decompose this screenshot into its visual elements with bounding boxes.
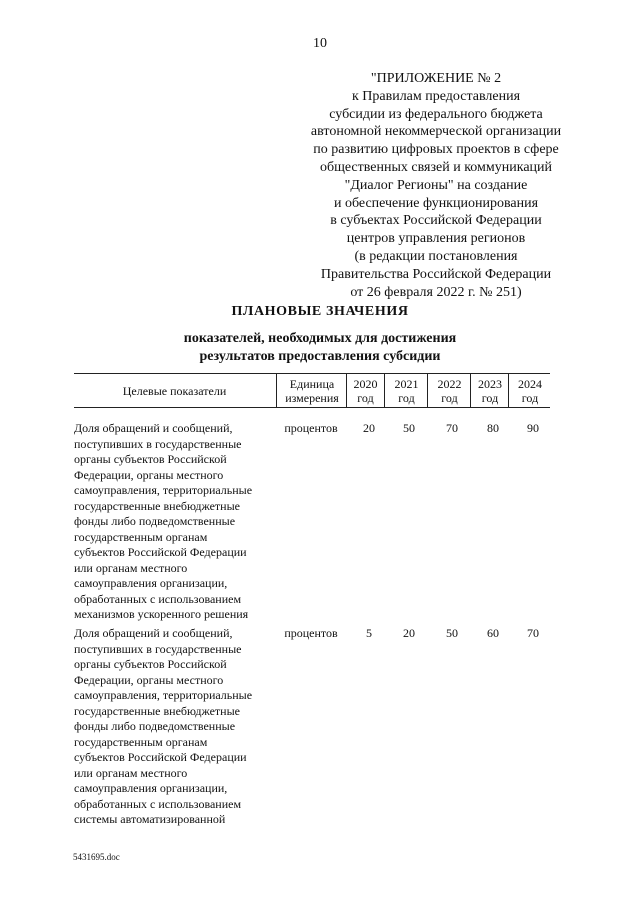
appendix-line: в субъектах Российской Федерации [330, 213, 542, 229]
header-unit-line: Единица [289, 376, 335, 391]
header-year-word: год [521, 390, 539, 405]
document-title: ПЛАНОВЫЕ ЗНАЧЕНИЯ [231, 304, 409, 319]
value-2022: 50 [446, 626, 458, 640]
header-year-2024 [508, 374, 551, 407]
table-header [74, 373, 550, 408]
header-year-number: 2022 [437, 376, 462, 391]
value-2021: 20 [403, 626, 415, 640]
header-year-word: год [357, 390, 374, 405]
file-name-footer: 5431695.doc [73, 852, 120, 862]
header-unit-line: измерения [285, 390, 339, 405]
page-number: 10 [313, 36, 327, 51]
value-2020: 5 [366, 626, 372, 640]
appendix-line: "Диалог Регионы" на создание [344, 177, 528, 193]
header-year-number: 2023 [478, 376, 502, 391]
appendix-line: "ПРИЛОЖЕНИЕ № 2 [370, 71, 502, 86]
indicator-text: Доля обращений и сообщений, поступивших в государственные органы субъектов Российской Федерации, органы местного самоуправления, территориальные государственные внебюджетные фонды либо подведомственные государственным органам субъектов Российской Федерации или органам местного самоуправления организации, обработанных с использованием механизмов ускоренного решения [74, 421, 253, 621]
header-year-word: год [441, 390, 458, 405]
unit-cell: процентов [284, 626, 338, 640]
header-year-number: 2024 [518, 376, 542, 391]
appendix-line: Правительства Российской Федерации [320, 266, 552, 282]
appendix-line: (в редакции постановления [354, 248, 518, 264]
appendix-line: центров управления регионов [346, 231, 526, 247]
subtitle-line: результатов предоставления субсидии [199, 349, 441, 364]
value-2023: 60 [487, 626, 499, 640]
indicator-text: Доля обращений и сообщений, поступивших в государственные органы субъектов Российской Федерации, органы местного самоуправления, территориальные государственные внебюджетные фонды либо подведомственные государственным органам субъектов Российской Федерации или органам местного самоуправления организации, обработанных с использованием системы автоматизированной [74, 626, 253, 826]
value-2021: 50 [403, 421, 415, 435]
appendix-line: субсидии из федерального бюджета [329, 106, 543, 122]
appendix-line: и обеспечение функционирования [333, 195, 539, 211]
appendix-line: автономной некоммерческой организации [310, 124, 562, 140]
appendix-line: общественных связей и коммуникаций [319, 159, 553, 175]
header-year-2021 [384, 374, 428, 407]
header-year-2023 [470, 374, 509, 407]
value-2023: 80 [487, 421, 499, 435]
appendix-line: от 26 февраля 2022 г. № 251) [350, 284, 522, 300]
header-year-2020 [346, 374, 384, 407]
appendix-line: по развитию цифровых проектов в сфере [313, 142, 559, 158]
value-2024: 90 [527, 421, 539, 435]
header-year-2022 [427, 374, 471, 407]
appendix-header [240, 70, 632, 301]
subtitle-line: показателей, необходимых для достижения [183, 331, 457, 346]
value-2022: 70 [446, 421, 458, 435]
appendix-line: к Правилам предоставления [351, 88, 521, 104]
document-subtitle [0, 330, 640, 366]
header-unit [276, 374, 347, 407]
value-2020: 20 [363, 421, 375, 435]
header-year-number: 2021 [394, 376, 419, 391]
header-year-word: год [481, 390, 499, 405]
value-2024: 70 [527, 626, 539, 640]
header-year-number: 2020 [353, 376, 378, 391]
unit-cell: процентов [284, 421, 338, 435]
header-indicator: Целевые показатели [122, 383, 227, 398]
header-year-word: год [398, 390, 415, 405]
